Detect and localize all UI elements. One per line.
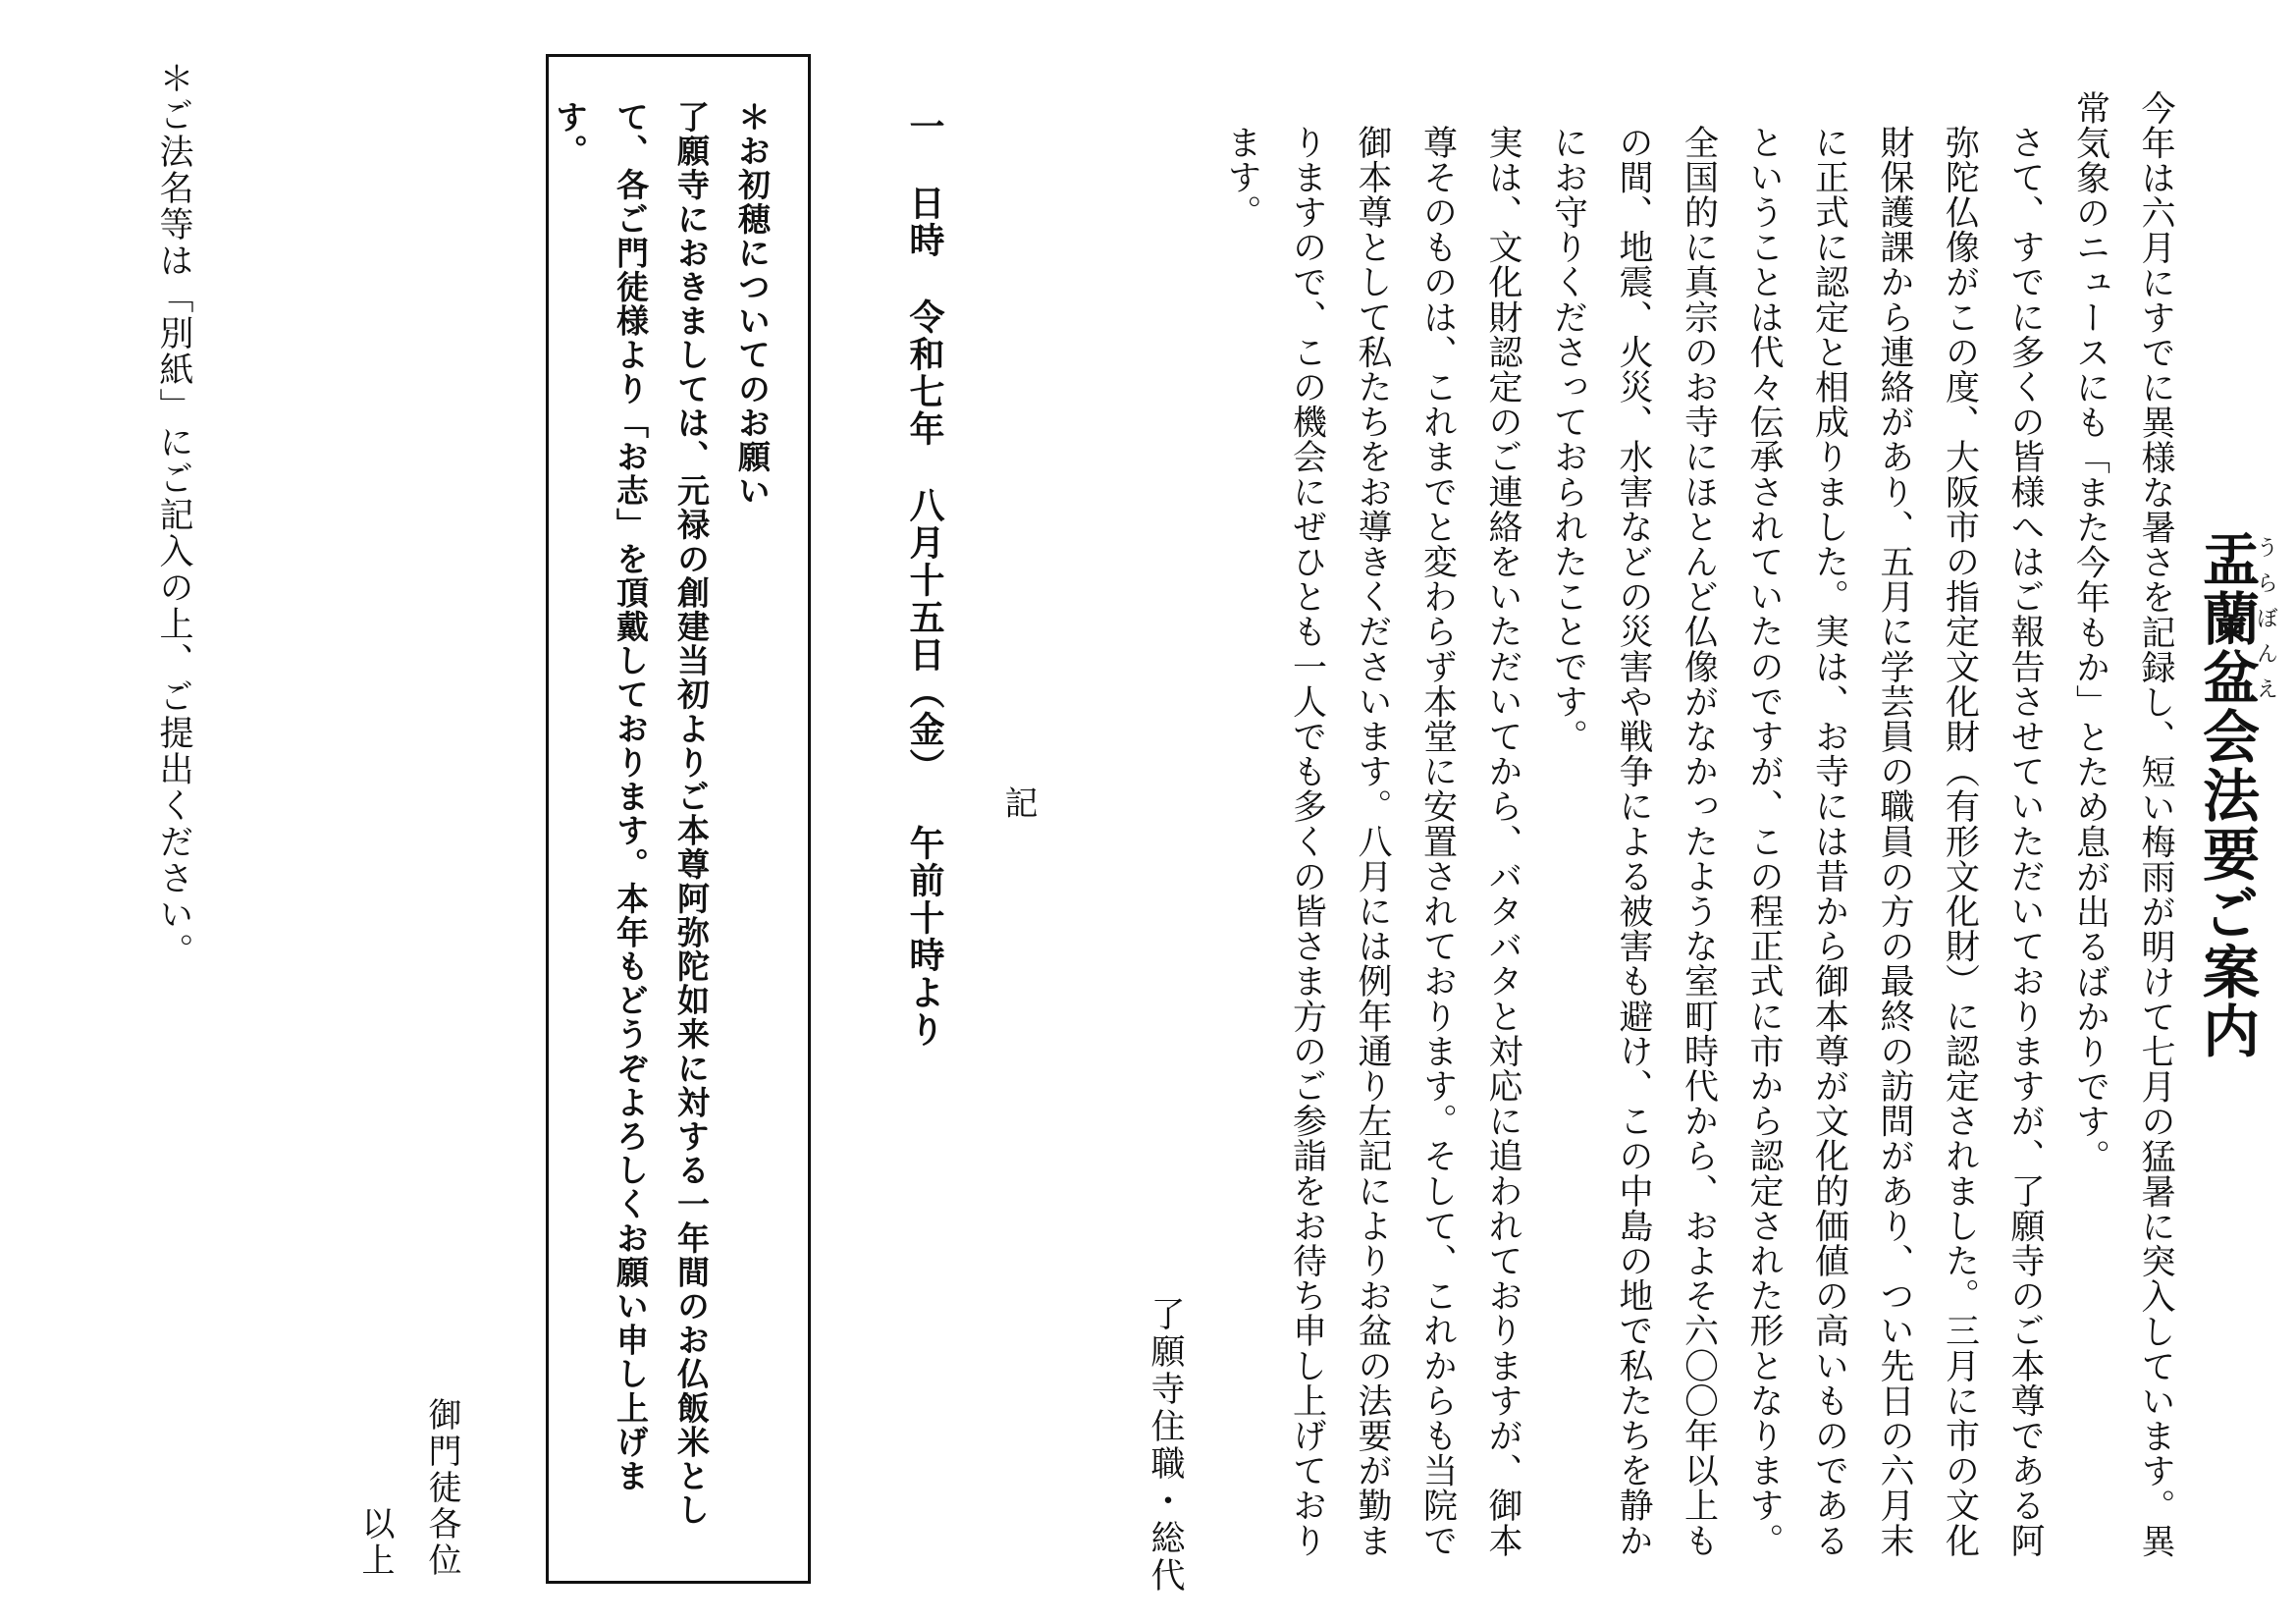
event-month-day: 八月十五日 — [904, 487, 945, 674]
signature: 了願寺住職・総代 — [1146, 1296, 1185, 1595]
event-label: 日時 — [904, 185, 945, 259]
paragraph-greeting: 今年は六月にすでに異様な暑さを記録し、短い梅雨が明けて七月の猛暑に突入しています。異常気象のニュースにも「また今年もか」とため息が出るばかりです。 — [2070, 90, 2175, 1559]
notice-text: 了願寺におきましては、元禄の創建当初よりご本尊阿弥陀如来に対する一年間のお仏飯米として、各ご門徒様より「お志」を頂戴しております。本年もどうぞよろしくお願い申し上げます。 — [551, 100, 711, 1528]
notice-heading: ＊お初穂についてのお願い — [733, 100, 772, 509]
title-suffix: 会法要ご案内 — [2193, 707, 2260, 1060]
event-era-year: 令和七年 — [904, 298, 945, 448]
event-datetime — [903, 108, 946, 1049]
title-prefix: 盂蘭盆 — [2193, 530, 2260, 707]
letter-body — [1209, 90, 2189, 1573]
notice-box-content — [539, 100, 782, 1543]
paragraph-invitation: 実は、文化財認定のご連絡をいただいてから、バタバタと対応に追われておりますが、御本尊そのものは、これまでと変わらず本堂に安置されております。そして、これからも当院で御本尊として私たちをお導きくださいます。八月には例年通り左記によりお盆の法要が勤まりますので、この機会にぜひとも一人でも多くの皆さま方のご参詣をお待ち申し上げております。 — [1222, 125, 1522, 1558]
page-title — [2187, 530, 2276, 1060]
ki-heading: 記 — [998, 785, 1038, 819]
title-prefix-with-ruby — [2193, 530, 2278, 707]
footnote: ＊ご法名等は「別紙」にご記入の上、ご提出ください。 — [154, 61, 193, 969]
notice-box — [546, 54, 811, 1584]
addressee: 御門徒各位 — [422, 1397, 461, 1579]
event-weekday: （金） — [904, 674, 945, 785]
closing: 以上 — [355, 1506, 395, 1579]
title-ruby: うらぼんえ — [2253, 530, 2278, 707]
paragraph-announcement: さて、すでに多くの皆様へはご報告させていただいておりますが、了願寺のご本尊である阿弥陀仏像がこの度、大阪市の指定文化財（有形文化財）に認定されました。三月に市の文化財保護課から連絡があり、五月に学芸員の職員の方の最終の訪問があり、つい先日の六月末に正式に認定と相成りました。実は、お寺には昔から御本尊が文化的価値の高いものであるということは代々伝承されていたのですが、この程正式に市から認定された形となります。全国的に真宗のお寺にほとんど仏像がなかったような室町時代から、およそ六〇〇年以上もの間、地震、火災、水害などの災害や戦争による被害も避け、この中島の地で私たちを静かにお守りくださっておられたことです。 — [1548, 125, 2045, 1558]
event-bullet: 一 — [904, 108, 945, 145]
event-time: 午前十時より — [904, 825, 945, 1049]
